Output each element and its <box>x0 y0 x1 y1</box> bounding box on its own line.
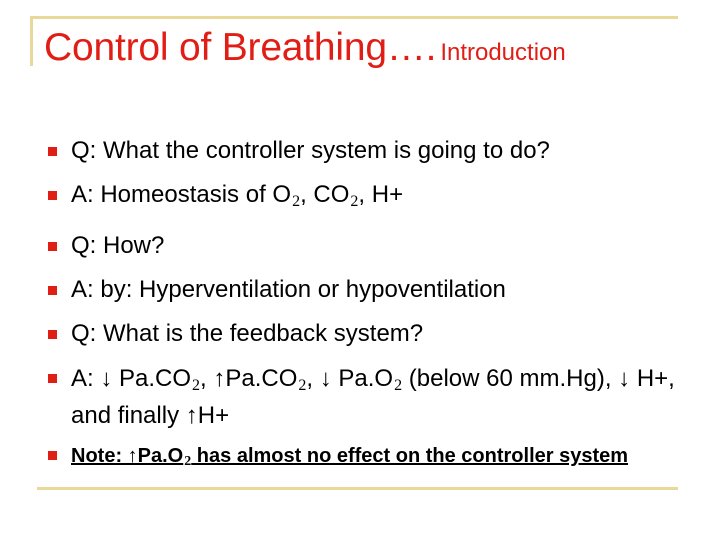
square-bullet-icon <box>48 242 57 251</box>
subscript: 2 <box>292 193 301 210</box>
title-main: Control of Breathing…. <box>44 26 437 69</box>
slide-title <box>44 28 566 67</box>
bullet-text-part: A: ↓ Pa.CO <box>71 365 192 392</box>
bullet-question-controller <box>48 137 678 165</box>
bullet-note-pao2 <box>48 443 678 475</box>
bullet-text-part: , H+ <box>358 181 404 208</box>
decorative-top-rule <box>32 16 678 19</box>
bullet-text: Q: What is the feedback system? <box>71 320 424 347</box>
subscript: 2 <box>184 454 192 469</box>
decorative-left-rule <box>30 16 33 66</box>
square-bullet-icon <box>48 374 57 383</box>
subscript: 2 <box>350 193 359 210</box>
bullet-question-how <box>48 232 678 260</box>
bullet-list <box>48 137 678 491</box>
bullet-text: A: by: Hyperventilation or hypoventilation <box>71 276 506 303</box>
square-bullet-icon <box>48 147 57 156</box>
bullet-text-part: A: Homeostasis of O <box>71 181 292 208</box>
bullet-text: Q: What the controller system is going to do? <box>71 137 550 164</box>
square-bullet-icon <box>48 330 57 339</box>
bullet-answer-feedback <box>48 364 678 431</box>
square-bullet-icon <box>48 286 57 295</box>
bullet-text-part: , ↑Pa.CO <box>200 365 298 392</box>
bullet-answer-ventilation <box>48 276 678 304</box>
square-bullet-icon <box>48 191 57 200</box>
note-text-part: has almost no effect on the controller system <box>191 445 629 467</box>
title-subtitle: Introduction <box>440 39 566 66</box>
bullet-text-part: (below 60 mm.Hg), ↓ H+, and finally ↑H+ <box>71 365 675 429</box>
square-bullet-icon <box>48 451 57 460</box>
subscript: 2 <box>394 377 403 394</box>
note-text-part: Note: ↑Pa.O <box>71 445 184 467</box>
bullet-text: Q: How? <box>71 232 165 259</box>
bullet-text-part: , CO <box>300 181 350 208</box>
bullet-question-feedback <box>48 320 678 348</box>
bullet-text-part: , ↓ Pa.O <box>306 365 394 392</box>
subscript: 2 <box>192 377 201 394</box>
subscript: 2 <box>298 377 307 394</box>
bullet-answer-homeostasis <box>48 181 678 216</box>
